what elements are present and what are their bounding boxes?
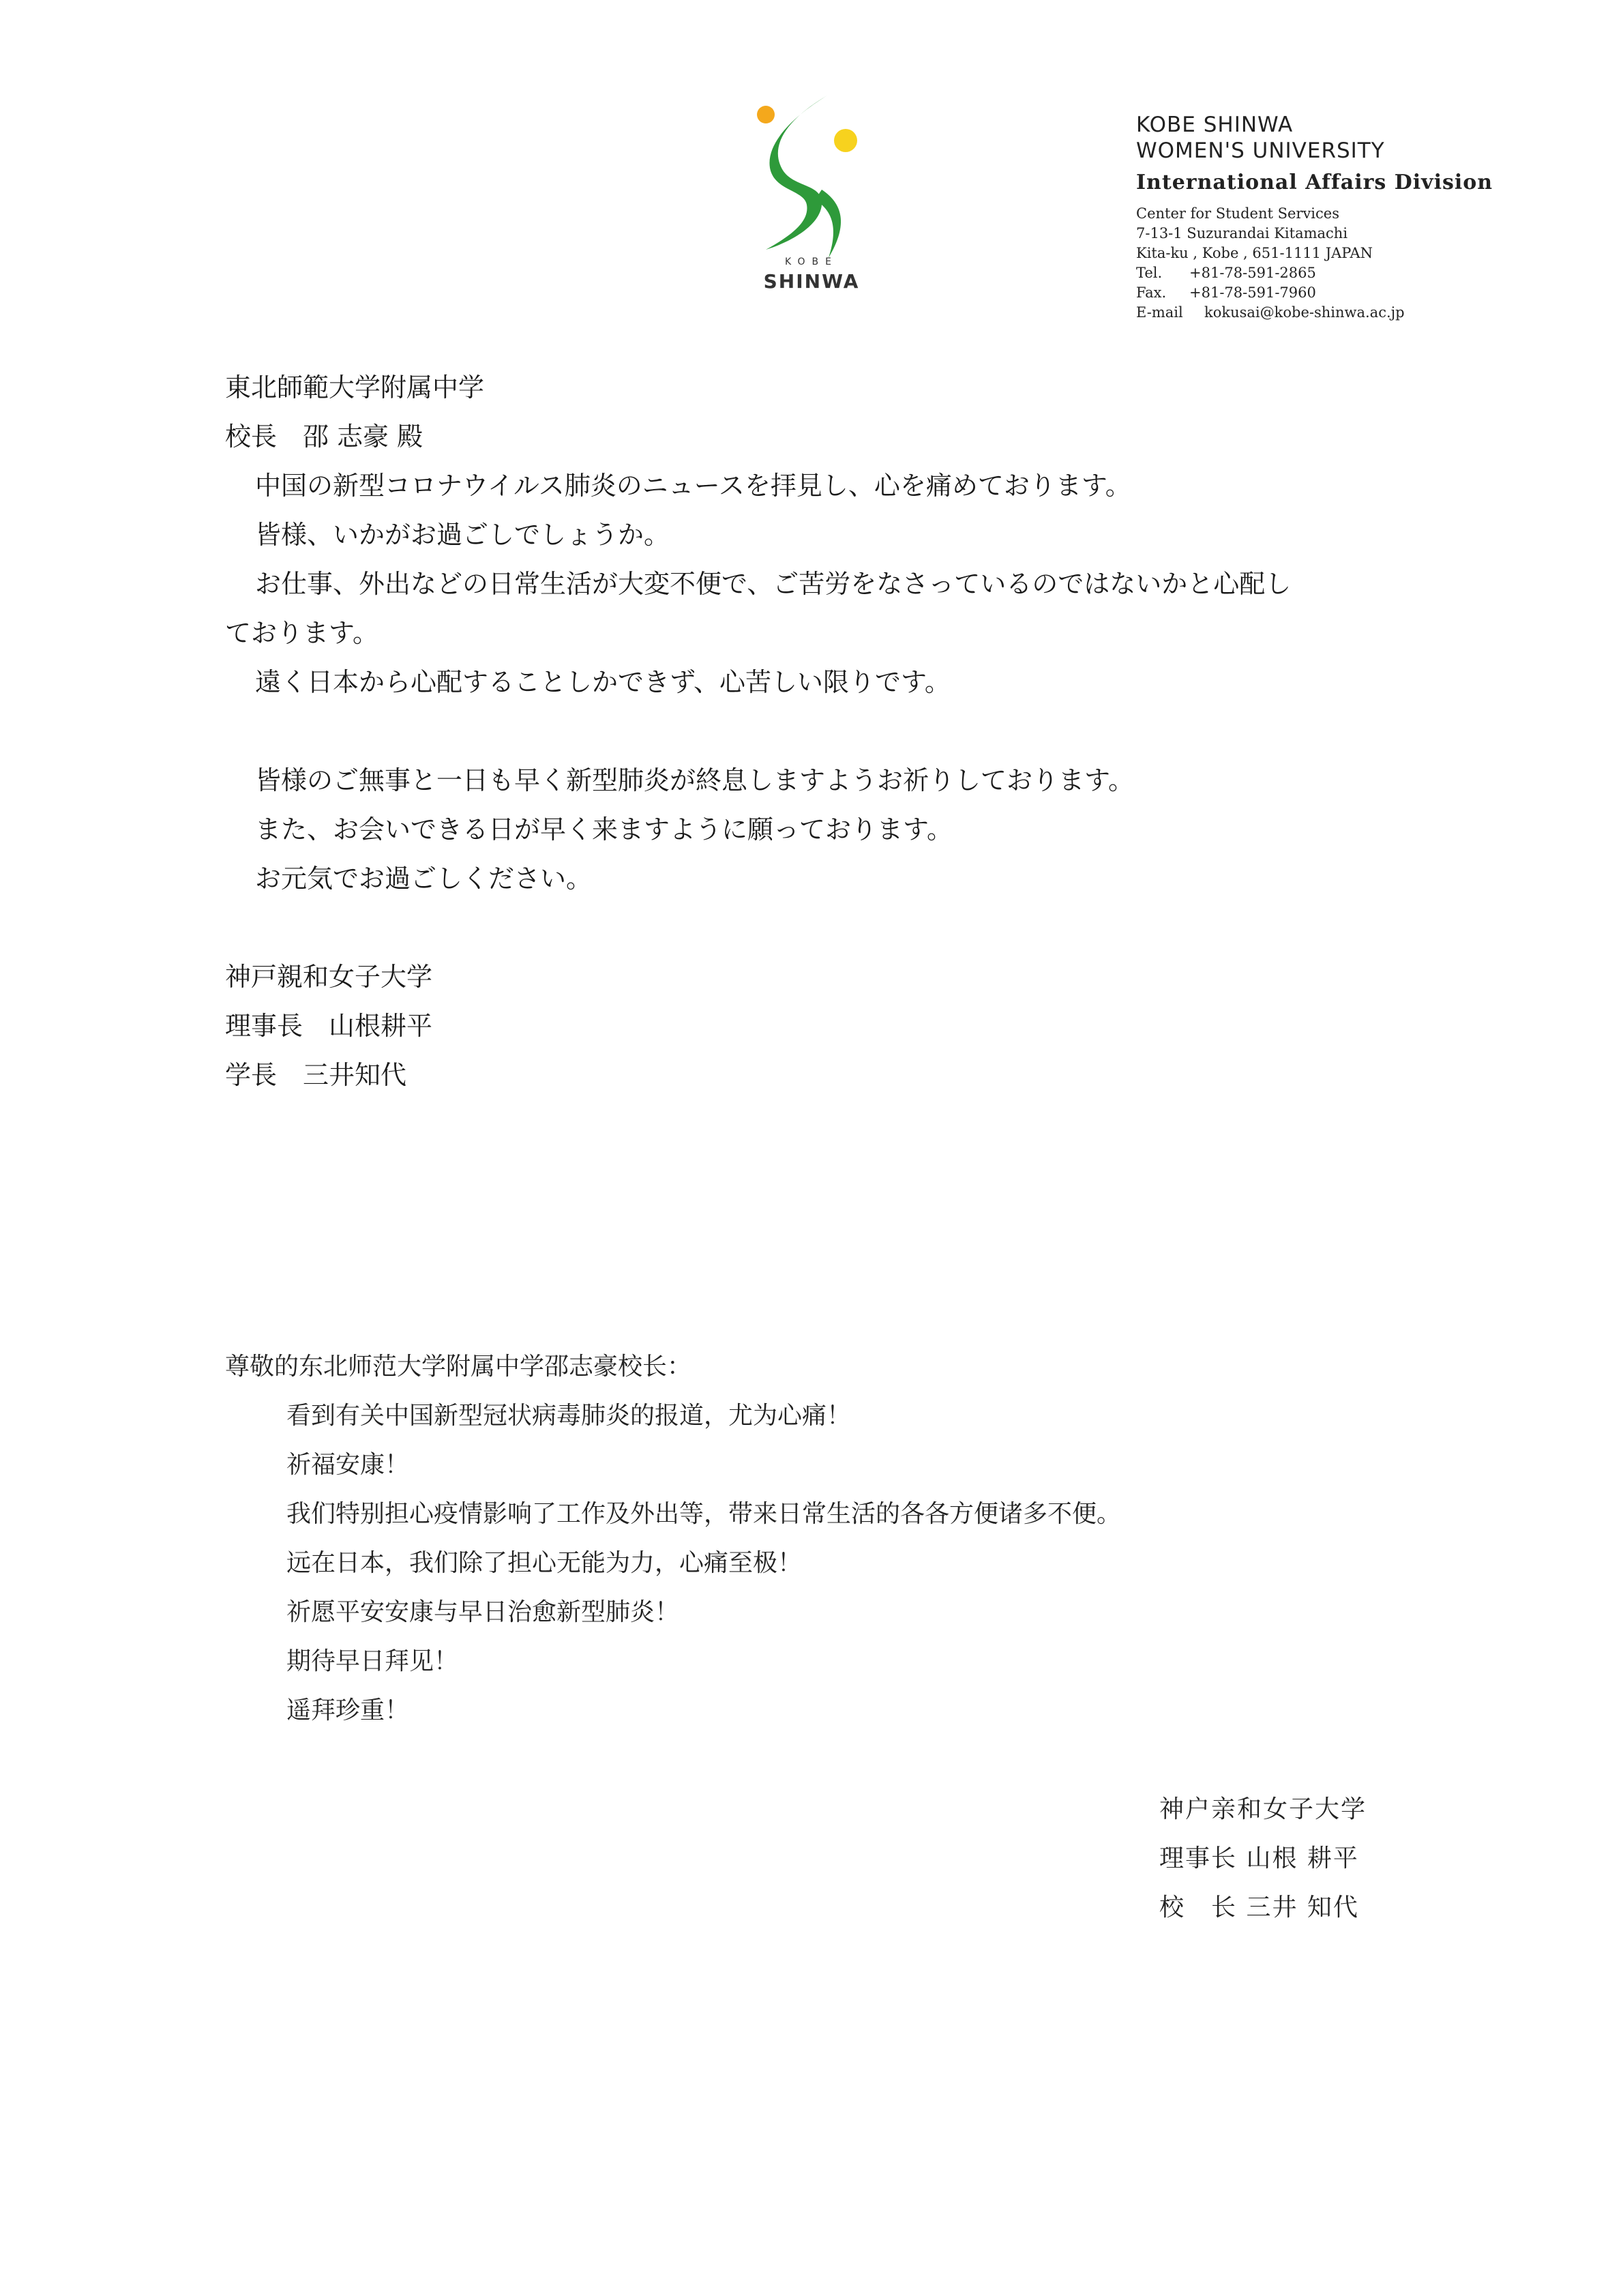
jp-paragraph-continuation: ております。 — [225, 618, 378, 648]
jp-paragraph: お元気でお過ごしください。 — [255, 864, 593, 894]
letterhead — [1136, 112, 1545, 323]
letterhead-address2: Kita-ku , Kobe , 651-1111 JAPAN — [1136, 245, 1373, 261]
letterhead-center: Center for Student Services — [1136, 205, 1339, 222]
cn-sender-president: 校 长 三井 知代 — [1159, 1894, 1359, 1922]
cn-line: 我们特别担心疫情影响了工作及外出等，带来日常生活的各各方便诸多不便。 — [286, 1500, 1122, 1528]
jp-sender-president: 学長 三井知代 — [225, 1060, 407, 1090]
japanese-letter — [225, 363, 1291, 1100]
jp-paragraph: また、お会いできる日が早く来ますように願っております。 — [255, 814, 953, 844]
cn-line: 遥拜珍重！ — [286, 1696, 410, 1724]
jp-recipient-school: 東北師範大学附属中学 — [225, 372, 485, 402]
jp-paragraph: 皆様のご無事と一日も早く新型肺炎が終息しますようお祈りしております。 — [255, 765, 1134, 795]
cn-salutation: 尊敬的东北师范大学附属中学邵志豪校长： — [225, 1353, 692, 1381]
jp-paragraph: 遠く日本から心配することしかできず、心苦しい限りです。 — [255, 667, 951, 697]
fax-label: Fax. — [1136, 284, 1167, 301]
jp-paragraph: お仕事、外出などの日常生活が大変不便で、ご苦労をなさっているのではないかと心配し — [255, 569, 1292, 599]
fax-value: +81-78-591-7960 — [1189, 284, 1316, 301]
logo-kobe-text: KOBE — [785, 256, 838, 267]
university-logo — [747, 87, 876, 292]
letterhead-university-line2: WOMEN'S UNIVERSITY — [1136, 138, 1385, 163]
jp-paragraph: 皆様、いかがお過ごしでしょうか。 — [255, 520, 670, 550]
logo-shinwa-text: SHINWA — [763, 270, 860, 293]
letterhead-division: International Affairs Division — [1136, 171, 1493, 194]
letterhead-university-line1: KOBE SHINWA — [1136, 113, 1294, 137]
logo-green-tail — [815, 190, 841, 258]
letterhead-tel — [1136, 263, 1545, 283]
chinese-signature — [1159, 1785, 1367, 1932]
email-label: E-mail — [1136, 304, 1183, 321]
letterhead-address1: 7-13-1 Suzurandai Kitamachi — [1136, 225, 1348, 241]
jp-spacer — [225, 707, 1291, 756]
jp-recipient-title: 校長 邵 志豪 殿 — [225, 422, 423, 452]
logo-green-swoosh — [766, 95, 827, 250]
shinwa-logo-mark — [747, 87, 876, 265]
cn-line: 看到有关中国新型冠状病毒肺炎的报道，尤为心痛！ — [286, 1402, 852, 1430]
tel-value: +81-78-591-2865 — [1189, 265, 1316, 281]
logo-yellow-dot — [834, 129, 857, 152]
jp-spacer — [225, 903, 1291, 952]
letterhead-fax — [1136, 283, 1545, 303]
jp-paragraph: 中国の新型コロナウイルス肺炎のニュースを拝見し、心を痛めております。 — [255, 471, 1131, 501]
jp-sender-chairman: 理事長 山根耕平 — [225, 1011, 433, 1041]
chinese-letter — [225, 1342, 1121, 1735]
letterhead-email — [1136, 303, 1545, 323]
cn-sender-chairman: 理事长 山根 耕平 — [1159, 1844, 1359, 1872]
tel-label: Tel. — [1136, 265, 1163, 281]
cn-line: 期待早日拜见！ — [286, 1647, 459, 1675]
cn-line: 远在日本，我们除了担心无能为力，心痛至极！ — [286, 1549, 803, 1577]
jp-sender-university: 神戸親和女子大学 — [225, 962, 433, 992]
cn-line: 祈福安康！ — [286, 1451, 410, 1479]
logo-orange-dot — [757, 106, 775, 123]
email-value: kokusai@kobe-shinwa.ac.jp — [1204, 304, 1405, 321]
cn-sender-university: 神户亲和女子大学 — [1159, 1795, 1367, 1823]
cn-line: 祈愿平安安康与早日治愈新型肺炎！ — [286, 1598, 680, 1626]
